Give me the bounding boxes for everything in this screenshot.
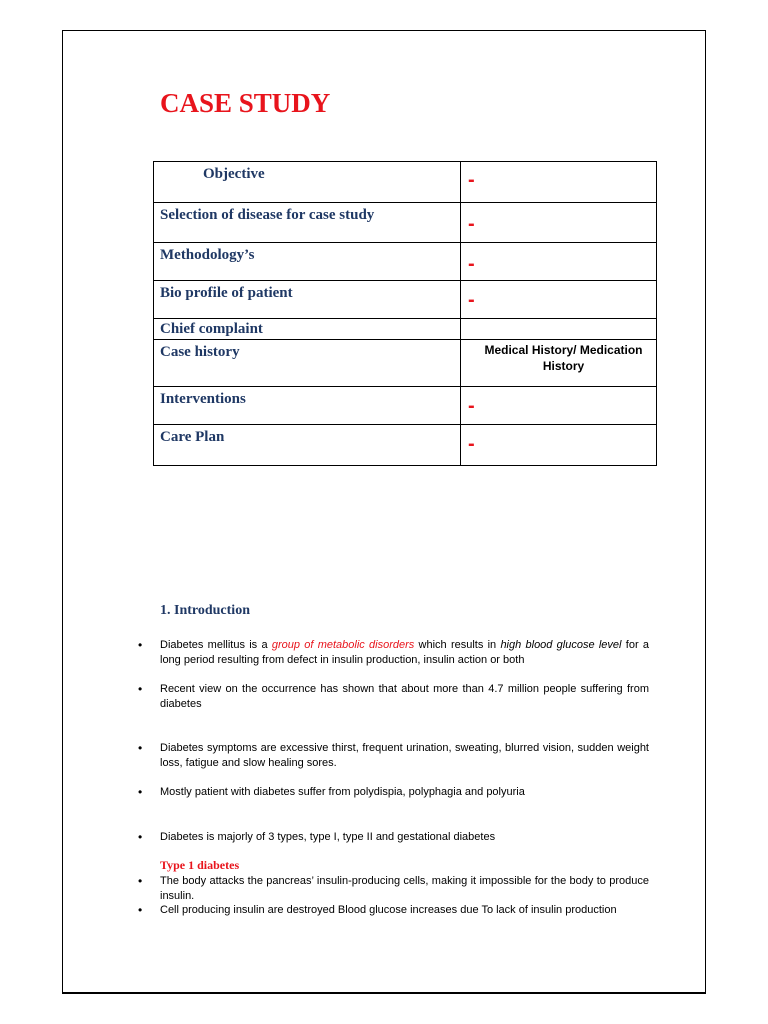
table-row	[154, 319, 657, 340]
document-title: CASE STUDY	[160, 88, 331, 118]
introduction-heading: 1. Introduction	[160, 603, 250, 618]
italic-text: high blood glucose level	[500, 639, 622, 651]
dash-marker: -	[468, 433, 475, 455]
list-item: • The body attacks the pancreas’ insulin-producing cells, making it impossible for the body to produce insulin.	[160, 874, 649, 904]
row-value-case-history	[461, 340, 657, 387]
row-label-care-plan: Care Plan	[154, 425, 461, 466]
table-row	[154, 243, 657, 281]
row-label-selection-of-disease: Selection of disease for case study	[154, 203, 461, 243]
row-value-care-plan	[461, 425, 657, 466]
table-row	[154, 281, 657, 319]
row-value-objective	[461, 162, 657, 203]
row-value-chief-complaint	[461, 319, 657, 340]
dash-marker: -	[468, 253, 475, 275]
row-label-bio-profile: Bio profile of patient	[154, 281, 461, 319]
row-value-methodology	[461, 243, 657, 281]
row-label-objective: Objective	[154, 162, 461, 203]
type1-heading: Type 1 diabetes	[160, 858, 240, 872]
medical-history-text: Medical History/ Medication History	[484, 343, 643, 373]
list-item: • Mostly patient with diabetes suffer from polydispia, polyphagia and polyuria	[160, 785, 649, 800]
row-value-bio-profile	[461, 281, 657, 319]
highlight-text: group of metabolic disorders	[271, 639, 415, 651]
bullet-text: for a long period resulting from defect in insulin production, insulin action or both	[160, 639, 649, 666]
list-item: • Diabetes symptoms are excessive thirst, frequent urination, sweating, blurred vision, sudden weight loss, fatigue and slow healing sores.	[160, 741, 649, 771]
table-row	[154, 340, 657, 387]
list-item	[160, 638, 649, 668]
dash-marker: -	[468, 213, 475, 235]
bullet-text: which results in	[414, 639, 501, 651]
table-row	[154, 387, 657, 425]
row-value-selection-of-disease	[461, 203, 657, 243]
dash-marker: -	[468, 395, 475, 417]
list-item: • Recent view on the occurrence has shown that about more than 4.7 million people suffering from diabetes	[160, 682, 649, 712]
table-row	[154, 162, 657, 203]
list-item: • Cell producing insulin are destroyed Blood glucose increases due To lack of insulin production	[160, 903, 649, 918]
list-item: • Diabetes is majorly of 3 types, type I, type II and gestational diabetes	[160, 830, 649, 845]
bullet-text: Diabetes mellitus is a	[160, 639, 272, 651]
table-row	[154, 425, 657, 466]
row-label-methodology: Methodology’s	[154, 243, 461, 281]
case-study-table	[153, 161, 657, 466]
row-value-interventions	[461, 387, 657, 425]
table-row	[154, 203, 657, 243]
row-label-chief-complaint: Chief complaint	[154, 319, 461, 340]
row-label-interventions: Interventions	[154, 387, 461, 425]
row-label-case-history: Case history	[154, 340, 461, 387]
dash-marker: -	[468, 289, 475, 311]
dash-marker: -	[468, 169, 475, 191]
